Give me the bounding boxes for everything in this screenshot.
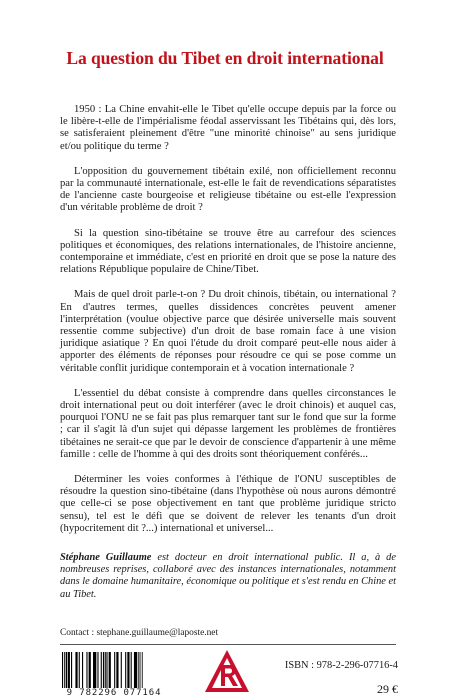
barcode-digits: 9 782296 077164 [60,688,168,698]
paragraph: Si la question sino-tibétaine se trouve être au carrefour des sciences politiques et économiques, des relations internationales, de l'histoire ancienne, contemporaine et immédiate, c'est en priorité en droit que se pose la nature des relations République populaire de Chine/Tibet. [60,227,396,276]
author-bio-text: est docteur en droit international public. Il a, à de nombreuses reprises, collaboré avec des instances internationales, notamment dans le domaine humanitaire, économique ou politique et s'est rendu en Chine et au Tibet. [60,552,396,600]
paragraph: Mais de quel droit parle-t-on ? Du droit chinois, tibétain, ou international ? En d'autres termes, quelles dissidences concrètes peuvent amener l'interprétation (voulue objective parce que désirée universelle mais souvent ressentie comme subjective) d'un droit de base romain face à une vision juridique asiatique ? En quoi l'étude du droit comparé peut-elle nous aider à apporter des éléments de réponses pour résoudre ce qui se pose comme un véritable conflit juridique contemporain et à vocation internationale ? [60,289,396,374]
paragraph: 1950 : La Chine envahit-elle le Tibet qu'elle occupe depuis par la force ou le libère-t-elle de l'impérialisme féodal asservissant les Tibétains qui, dès lors, se satisferaient pleinement d'être "une minorité chinoise" au sens juridique et/ou politique du terme ? [60,104,396,152]
paragraph: L'essentiel du débat consiste à comprendre dans quelles circonstances le droit international peut ou doit interférer (avec le droit chinois) et auquel cas, pourquoi l'ONU ne se fait pas plus remarquer tant sur le fond que sur la forme ; car il s'agit là d'un sujet qui dépasse largement les problèmes de frontières tibétaines ne serait-ce que par le devoir de conscience d'appartenir à une même famille : celle de l'homme à qui des droits sont théoriquement conférés... [60,387,396,460]
divider [60,644,396,645]
isbn: ISBN : 978-2-296-07716-4 [284,660,398,671]
publisher-logo-icon [204,649,250,693]
paragraph: L'opposition du gouvernement tibétain exilé, non officiellement reconnu par la communauté internationale, est-elle le fait de revendications séparatistes de l'ancienne caste bourgeoise et religieuse tibétaine ou est-elle l'expression d'un véritable problème de droit ? [60,165,396,214]
author-bio [60,552,396,601]
paragraph: Déterminer les voies conformes à l'éthique de l'ONU susceptibles de résoudre la question sino-tibétaine (dans l'hypothèse où nous aurons démontré que celle-ci se pose objectivement en tant que problème juridique stricto sensu), tel est le défi que se doivent de relever les tenants d'un droit (hypocritement dit ?...) international et universel... [60,474,396,534]
contact-line: Contact : stephane.guillaume@laposte.net [60,628,219,638]
author-name: Stéphane Guillaume [60,552,152,563]
price: 29 € [377,682,398,696]
book-title: La question du Tibet en droit international [66,48,384,68]
back-cover-text [60,104,396,548]
barcode [60,652,168,698]
